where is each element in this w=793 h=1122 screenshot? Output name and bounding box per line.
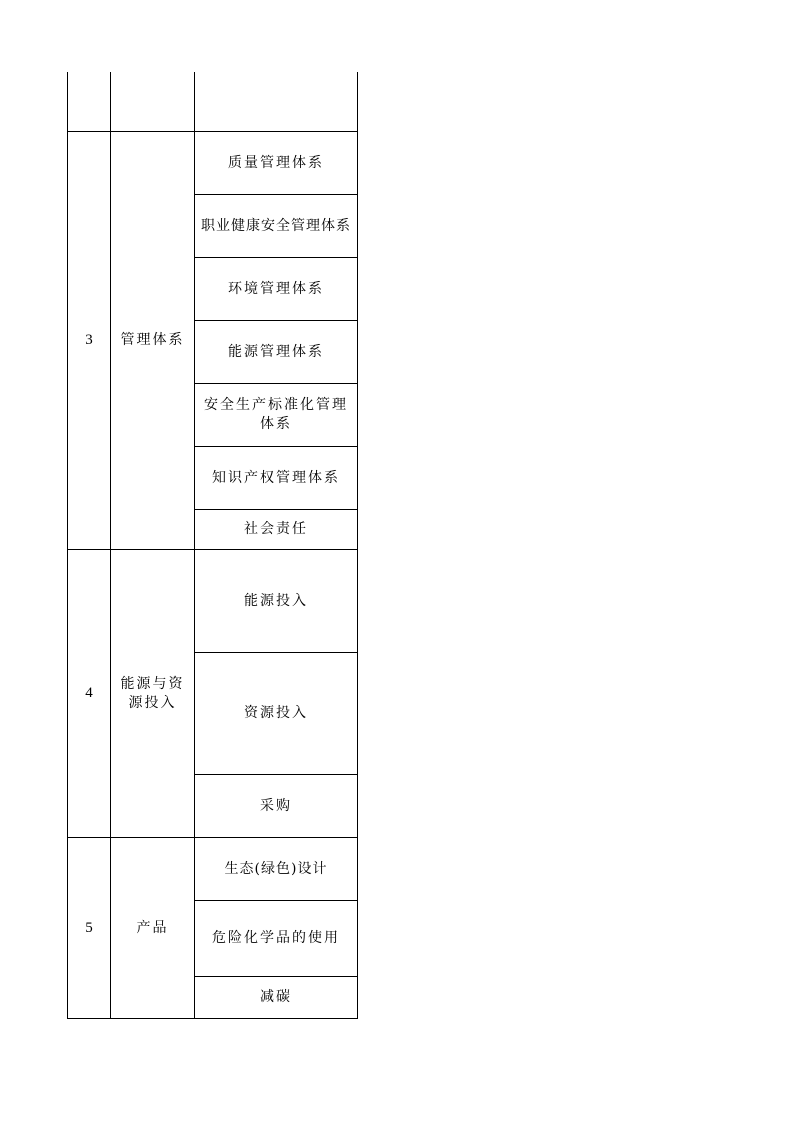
item-label: 危险化学品的使用 [212, 930, 340, 946]
group-number-cell [68, 550, 110, 837]
table-right-border [357, 72, 358, 1019]
category-label: 产品 [136, 919, 169, 936]
item-cell [195, 132, 357, 194]
item-cell [195, 258, 357, 320]
item-label: 知识产权管理体系 [212, 469, 340, 486]
group-number: 3 [85, 332, 93, 348]
item-cell [195, 447, 357, 509]
group-number-cell [68, 132, 110, 549]
category-cell [111, 132, 194, 549]
item-cell [195, 838, 357, 900]
item-label: 资源投入 [244, 705, 308, 721]
table-bottom-border [67, 1018, 358, 1019]
item-cell [195, 977, 357, 1018]
item-label: 社会责任 [244, 521, 308, 537]
item-cell [195, 195, 357, 257]
item-label: 采购 [260, 797, 292, 814]
category-cell [111, 838, 194, 1018]
group-number: 4 [85, 685, 93, 701]
item-cell [195, 384, 357, 446]
item-label: 职业健康安全管理体系 [201, 217, 351, 234]
item-label: 能源投入 [244, 592, 308, 609]
item-label: 能源管理体系 [228, 343, 324, 360]
item-cell [195, 550, 357, 652]
item-cell [195, 321, 357, 383]
item-cell [195, 653, 357, 774]
group-number: 5 [85, 919, 93, 936]
item-cell [195, 901, 357, 976]
category-label: 管理体系 [120, 332, 185, 348]
item-cell [195, 775, 357, 837]
item-label: 安全生产标准化管理体系 [204, 397, 348, 432]
item-label: 质量管理体系 [228, 154, 324, 171]
category-cell [111, 550, 194, 837]
item-label: 环境管理体系 [228, 280, 324, 297]
category-label: 能源与资源投入 [120, 675, 185, 711]
item-label: 减碳 [260, 989, 292, 1005]
group-number-cell [68, 838, 110, 1018]
item-cell [195, 510, 357, 549]
item-label: 生态(绿色)设计 [224, 860, 328, 877]
